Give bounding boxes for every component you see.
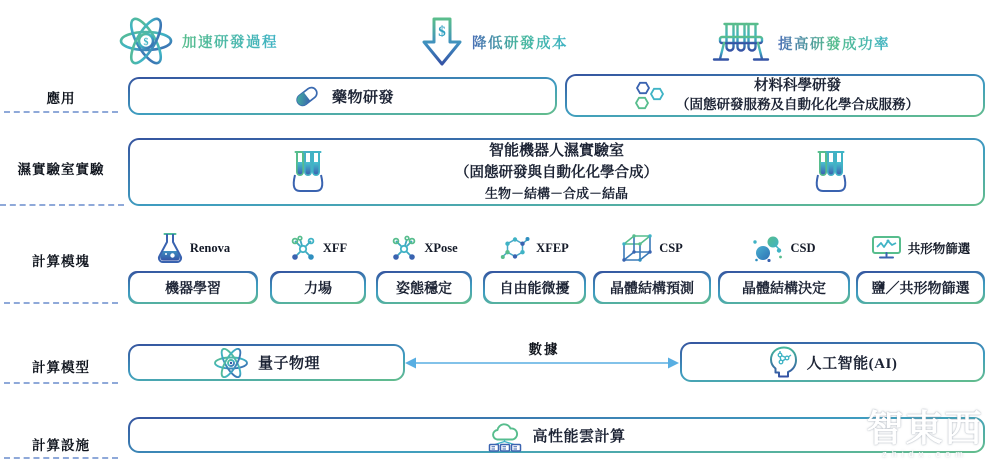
rail-divider [4, 382, 118, 384]
benefit-cost [420, 16, 568, 68]
data-arrow-label: 數據 [528, 342, 560, 357]
watermark-url: zhidx.com [882, 449, 968, 459]
ai-label: 人工智能(AI) [806, 355, 898, 372]
atom-dollar-icon [118, 16, 174, 66]
module-screening: 共形物篩選 鹽／共形物篩選 [856, 228, 985, 304]
rail-divider [4, 302, 118, 304]
benefit-label: 降低研發成本 [472, 32, 568, 53]
wetlab-flow: 生物－結構－合成－結晶 [484, 186, 628, 202]
wetlab-box [128, 138, 985, 206]
benefit-label: 加速研發過程 [182, 31, 278, 52]
benefit-accelerate [118, 16, 278, 66]
cloud-computing-label: 高性能雲計算 [532, 428, 626, 445]
rail-label-facility: 計算設施 [32, 438, 90, 453]
arrow-down-dollar-icon [420, 16, 464, 68]
materials-rd-title: 材料科學研發 [754, 78, 841, 95]
cloud-computing-box [128, 417, 985, 453]
module-xpose: XPose 姿態穩定 [376, 228, 472, 304]
benefit-success [712, 20, 890, 66]
rail-label-modules: 計算模塊 [32, 254, 90, 269]
ai-head-icon [768, 346, 798, 378]
rail-label-application: 應用 [46, 91, 76, 106]
quantum-physics-label: 量子物理 [257, 356, 320, 372]
module-xfep: XFEP 自由能微擾 [483, 228, 586, 304]
rail-label-models: 計算模型 [32, 360, 90, 375]
wetlab-title: 智能機器人濕實驗室 [488, 143, 624, 160]
svg-text:$: $ [143, 36, 149, 48]
rail-divider [4, 111, 118, 113]
quantum-physics-box [128, 344, 405, 381]
pose-molecule-icon [390, 235, 418, 261]
benefit-label: 提高研發成功率 [778, 33, 890, 54]
cloud-servers-icon [487, 419, 523, 452]
cluster-molecule-icon [500, 235, 530, 261]
module-xff: XFF 力場 [270, 228, 366, 304]
drug-rd-box [128, 77, 557, 115]
monitor-icon [871, 235, 902, 261]
module-csp: CSP 晶體結構預測 [593, 228, 711, 304]
module-csd: CSD 晶體結構決定 [718, 228, 850, 304]
test-tubes-icon [288, 149, 328, 195]
svg-text:$: $ [438, 24, 446, 40]
rail-divider [0, 204, 124, 206]
module-renova: Renova 機器學習 [128, 228, 258, 304]
molecule-icon [289, 235, 317, 261]
test-tube-rack-icon [712, 20, 770, 66]
watermark-logo-text: 智東西 [866, 408, 984, 449]
hexagons-icon [631, 81, 667, 111]
pill-icon [291, 83, 323, 110]
materials-rd-box [565, 74, 985, 117]
flask-icon [156, 232, 184, 264]
particles-icon [752, 234, 784, 262]
rail-divider [4, 457, 118, 459]
quantum-atom-icon [213, 348, 249, 378]
drug-rd-label: 藥物研發 [331, 89, 394, 106]
test-tubes-icon [811, 149, 851, 195]
wetlab-subtitle: （固態研發與自動化化學合成） [455, 164, 658, 181]
data-double-arrow-icon [405, 356, 679, 370]
materials-rd-subtitle: （固態研發服務及自動化化學合成服務） [676, 97, 919, 113]
rail-label-wetlab: 濕實驗室實驗 [17, 162, 105, 177]
ai-box [680, 342, 985, 382]
cube-icon [621, 233, 653, 263]
